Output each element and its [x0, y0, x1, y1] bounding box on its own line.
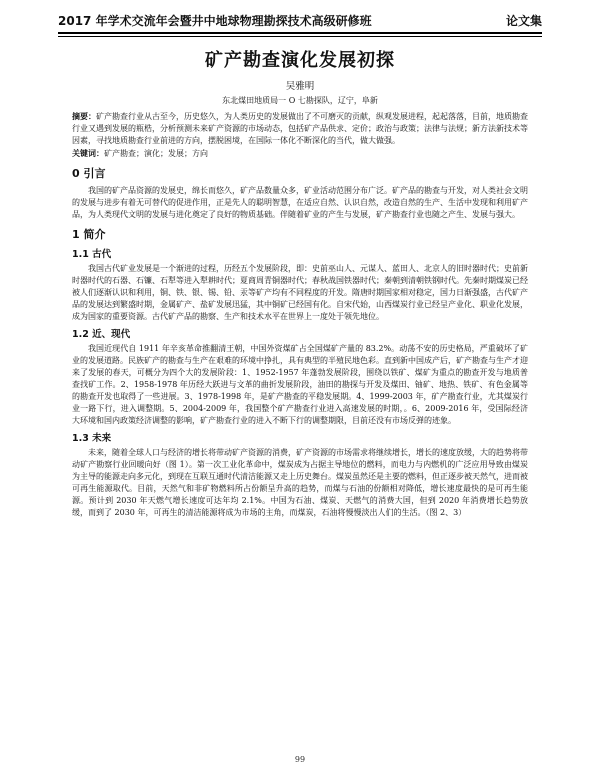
paper-author: 吴雅明: [285, 81, 315, 92]
section-heading-introduction: 0 引言: [72, 167, 106, 180]
page-number: 99: [294, 755, 306, 764]
keywords-label: 关键词：: [72, 148, 104, 158]
subsection-heading-ancient: 1.1 古代: [72, 249, 112, 260]
abstract-label: 摘要：: [72, 111, 96, 121]
abstract: [72, 110, 528, 147]
header-rule-thin: [58, 36, 542, 37]
header-proceedings-label: 论文集: [505, 13, 542, 28]
section-heading-overview: 1 简介: [72, 228, 106, 241]
ancient-paragraph: 我国古代矿业发展是一个渐进的过程，历经五个发展阶段，即：史前巫山人、元谋人、蓝田人、北京人的旧时器时代；史前新时器时代的石器、石镰、石犁等进入犁耕时代；夏商周青铜器时代；春秋战国铁器时代；秦朝到清朝铁钢时代。先秦时期煤炭已经被人们逐渐认识和利用，铜、铁、银、锡、铅、汞等矿产均有不同程度的开发。隋唐时期国家相对稳定，国力日渐强盛，古代矿产品的发展达到繁盛时期，金属矿产、盐矿发展迅猛，其中铜矿已经国有化。自宋代始，山西煤炭行业已经呈产业化、职业化发展，成为国家的重要资源。古代矿产品的勘察、生产和技术水平在世界上一度处于领先地位。: [72, 264, 528, 321]
introduction-paragraph: 我国的矿产品资源的发展史，绵长而悠久，矿产品数量众多，矿业活动范围分布广泛。矿产品的勘查与开发，对人类社会文明的发展与进步有着无可替代的促进作用，正是先人的聪明智慧，在适应自然、认识自然，改造自然的生产、生活中发现和利用矿产品，为人类现代文明的发展与进化奠定了良好的物质基础。伴随着矿业的产生与发展，矿产勘查行业也随之产生、发展与强大。: [72, 186, 528, 219]
keywords: [72, 147, 528, 160]
paper-affiliation: 东北煤田地质局一 O 七勘探队，辽宁，阜新: [222, 96, 378, 105]
future-paragraph: 未来，随着全球人口与经济的增长将带动矿产资源的消费，矿产资源的市场需求将继续增长，增长的速度放缓，大的趋势将带动矿产勘察行业回暖向好（图 1）。第一次工业化革命中，煤炭成为占据主导地位的燃料，而电力与内燃机的广泛应用导致由煤炭为主导的能源走向多元化，到现在互联互通时代清洁能源又走上历史舞台。煤炭虽然还是主要的燃料，但正逐步被天然气，进而被可再生能源取代。目前，天然气和非矿物燃料所占份额呈升高的趋势，而煤与石油的份额相对降低，增长速度最快的是可再生能源。预计到 2030 年天燃气增长速度可达年均 2.1%。中国为石油、煤炭、天燃气的消费大国，但到 2020 年消费增长趋势放缓，而到了 2030 年，可再生的清洁能源将成为市场的主角，而煤炭，石油将慢慢淡出人们的生活。（图 2、3）: [72, 448, 528, 517]
paper-title: 矿产勘查演化发展初探: [205, 50, 395, 71]
abstract-text: 矿产勘查行业从古至今，历史悠久，为人类历史的发展做出了不可磨灭的贡献，纵观发展进程，起起落落，目前，地质勘查行业又遇到发展的瓶梏，分析预测未来矿产资源的市场动态，包括矿产品供求、定价；政治与政策；法律与法规；新方法新技术等因素，寻找地质勘查行业前进的方向，摆脱困境，在国际一体化不断深化的当代，做大做强。: [72, 112, 528, 145]
subsection-heading-future: 1.3 未来: [72, 433, 112, 444]
modern-paragraph: 我国近现代自 1911 年辛亥革命推翻清王朝，中国外资煤矿占全国煤矿产量的 83.2%。动荡不安的历史格局，严重破坏了矿业的发展道路。民族矿产的勘查与生产在艰难的环境中挣扎，具有典型的半殖民地色彩。直到新中国成产后，矿产勘查与生产才迎来了发展的春天，可概分为四个大的发展阶段：1、1952-1957 年蓬勃发展阶段，围绕以铁矿、煤矿为重点的勘查开发与地质普查找矿工作。2、1958-1978 年历经大跃进与文革的曲折发展阶段，油田的勘探与开发及煤田、铀矿、地热、铁矿、有色金属等的勘查开发也取得了一些进展。3、1978-1998 年，是矿产勘查的平稳发展期。4、1999-2003 年，矿产勘查行业，尤其煤炭行业一路下行，进入调整期。5、2004-2009 年，我国整个矿产勘查行业进入高速发展的时期，。6、2009-2016 年，受国际经济大环境和国内政策经济调整的影响，矿产勘查行业的进入不断下行的调整期限，目前还没有市场反弹的迹象。: [72, 344, 528, 425]
paper-content: [72, 40, 528, 520]
header-rule: [58, 32, 542, 34]
header-conference-title: 2017 年学术交流年会暨井中地球物理勘探技术高级研修班: [58, 13, 372, 28]
keywords-text: 矿产勘查；演化；发展；方向: [104, 149, 208, 158]
subsection-heading-modern: 1.2 近、现代: [72, 329, 131, 340]
running-header: [58, 9, 542, 31]
